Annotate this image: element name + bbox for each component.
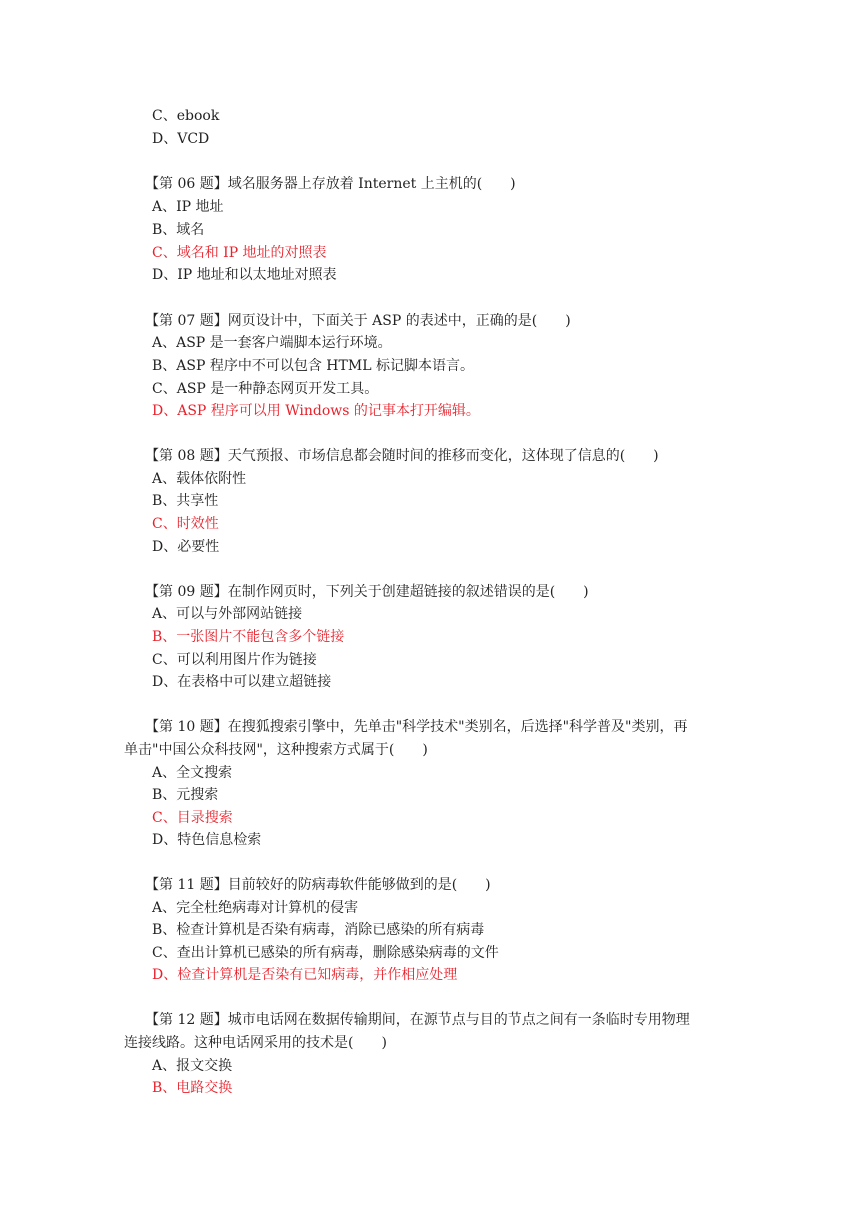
option-line: B、共享性 [152, 493, 219, 509]
option-line: D、必要性 [152, 539, 220, 555]
question-line: 【第 07 题】网页设计中，下面关于 ASP 的表述中，正确的是( ) [145, 313, 571, 329]
option-line: A、IP 地址 [152, 199, 224, 215]
option-line: B、ASP 程序中不可以包含 HTML 标记脚本语言。 [152, 358, 474, 374]
answer-line: C、目录搜索 [152, 810, 233, 826]
option-line: A、完全杜绝病毒对计算机的侵害 [152, 900, 359, 916]
question-line: 连接线路。这种电话网采用的技术是( ) [124, 1035, 387, 1051]
option-line: A、载体依附性 [152, 471, 247, 487]
option-line: C、查出计算机已感染的所有病毒，删除感染病毒的文件 [152, 945, 499, 961]
option-line: B、检查计算机是否染有病毒，消除已感染的所有病毒 [152, 922, 485, 938]
question-line: 【第 08 题】天气预报、市场信息都会随时间的推移而变化，这体现了信息的( ) [145, 448, 659, 464]
option-line: A、报文交换 [152, 1058, 233, 1074]
question-line: 【第 12 题】城市电话网在数据传输期间，在源节点与目的节点之间有一条临时专用物理 [145, 1012, 690, 1028]
option-line: C、ebook [152, 108, 220, 124]
option-line: C、ASP 是一种静态网页开发工具。 [152, 381, 379, 397]
question-line: 【第 10 题】在搜狐搜索引擎中，先单击"科学技术"类别名，后选择"科学普及"类别，再 [145, 719, 688, 735]
answer-line: B、电路交换 [152, 1080, 233, 1096]
answer-line: D、ASP 程序可以用 Windows 的记事本打开编辑。 [152, 403, 480, 419]
option-line: C、可以利用图片作为链接 [152, 652, 317, 668]
answer-line: C、时效性 [152, 516, 219, 532]
answer-line: D、检查计算机是否染有已知病毒，并作相应处理 [152, 967, 458, 983]
option-line: A、ASP 是一套客户端脚本运行环境。 [152, 335, 392, 351]
option-line: A、全文搜索 [152, 765, 233, 781]
option-line: B、元搜索 [152, 787, 219, 803]
option-line: D、在表格中可以建立超链接 [152, 674, 332, 690]
option-line: D、VCD [152, 131, 210, 147]
answer-line: C、域名和 IP 地址的对照表 [152, 245, 327, 261]
question-line: 【第 11 题】目前较好的防病毒软件能够做到的是( ) [145, 877, 491, 893]
option-line: D、特色信息检索 [152, 832, 262, 848]
option-line: D、IP 地址和以太地址对照表 [152, 267, 337, 283]
question-line: 【第 06 题】域名服务器上存放着 Internet 上主机的( ) [145, 176, 516, 192]
option-line: B、域名 [152, 222, 205, 238]
question-line: 单击"中国公众科技网"，这种搜索方式属于( ) [124, 742, 428, 758]
option-line: A、可以与外部网站链接 [152, 606, 303, 622]
answer-line: B、一张图片不能包含多个链接 [152, 629, 345, 645]
question-line: 【第 09 题】在制作网页时，下列关于创建超链接的叙述错误的是( ) [145, 584, 589, 600]
